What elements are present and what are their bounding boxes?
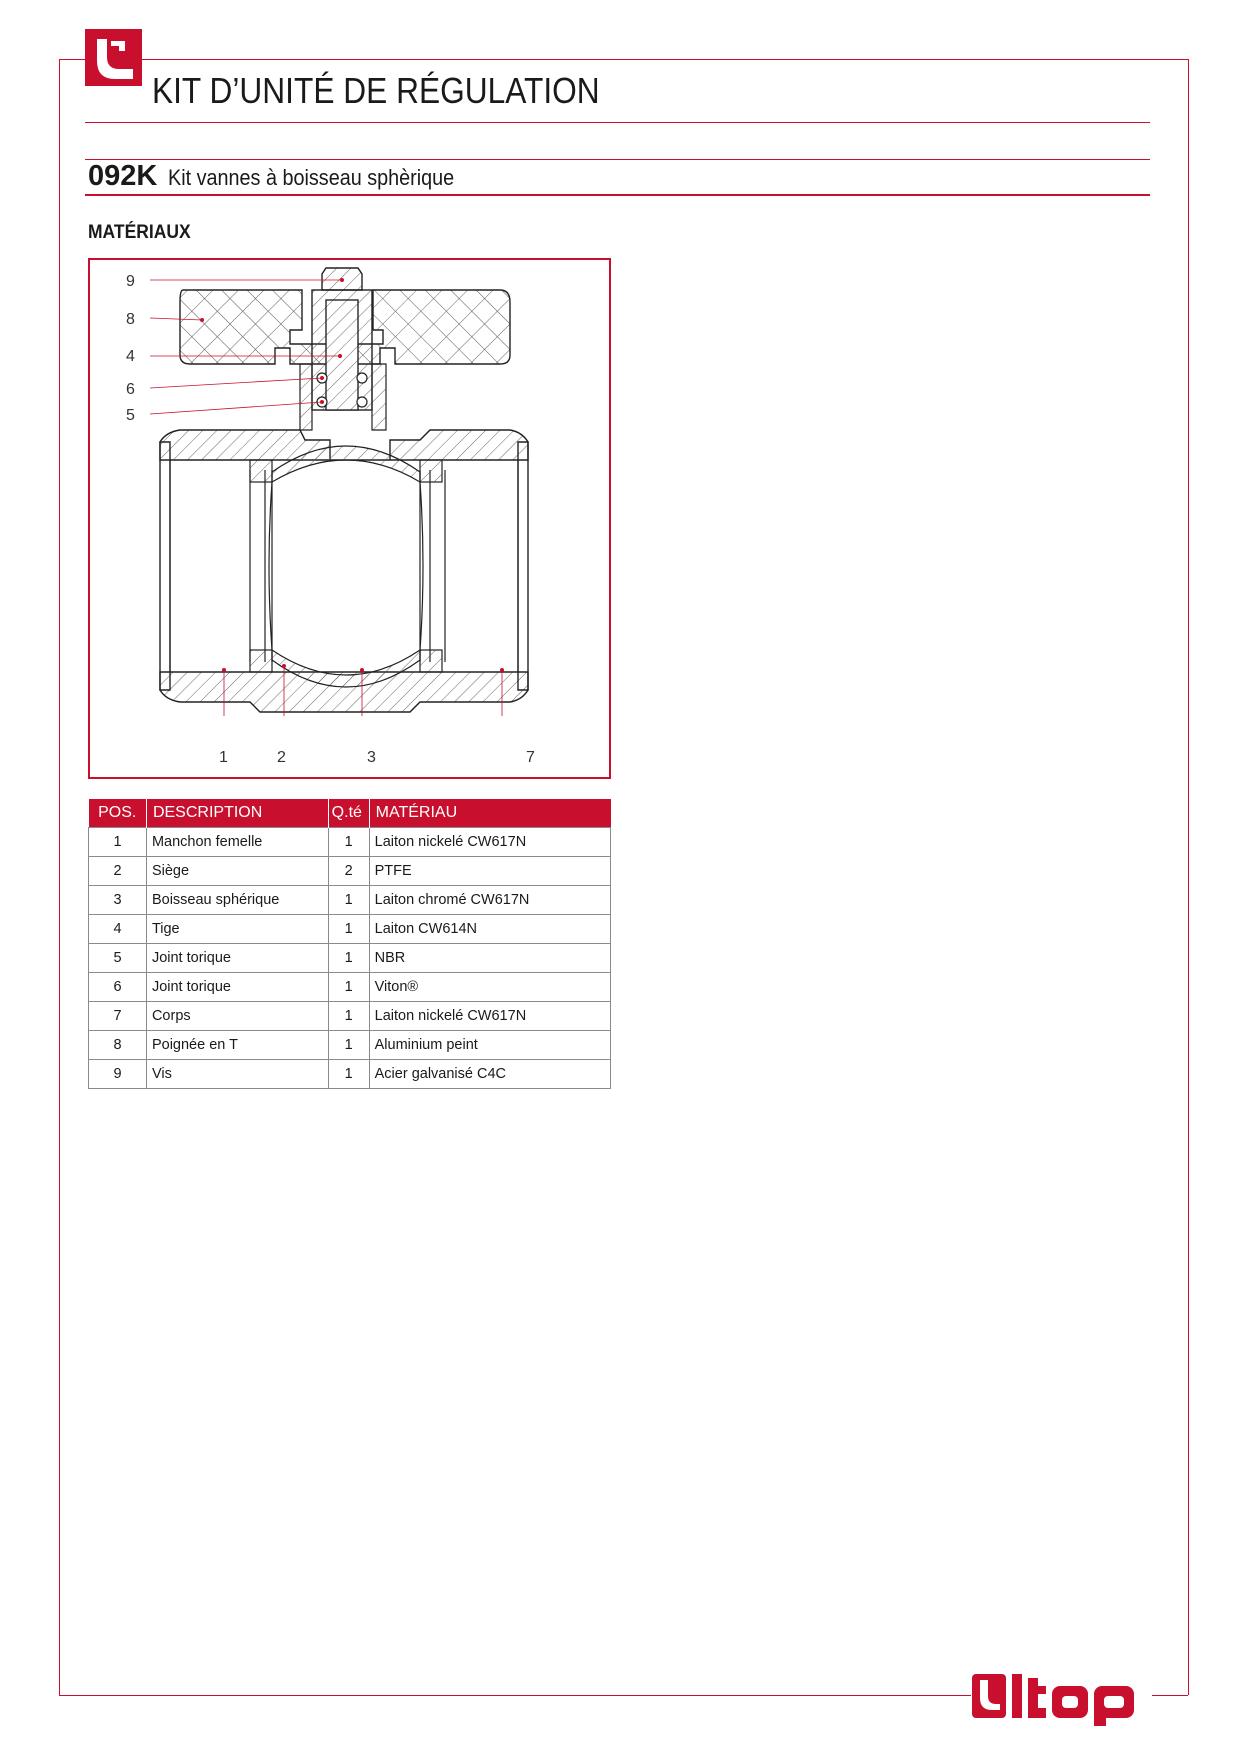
cell-qty: 2 bbox=[328, 857, 369, 886]
cell-material: Laiton nickelé CW617N bbox=[369, 828, 610, 857]
cell-qty: 1 bbox=[328, 828, 369, 857]
cell-material: Viton® bbox=[369, 973, 610, 1002]
materials-table bbox=[88, 799, 611, 1089]
callout-9: 9 bbox=[126, 273, 135, 290]
cell-pos: 1 bbox=[89, 828, 147, 857]
frame-left-line-top bbox=[59, 59, 85, 60]
corner-logo-icon bbox=[85, 29, 142, 86]
cell-qty: 1 bbox=[328, 944, 369, 973]
header-material: MATÉRIAU bbox=[369, 799, 610, 828]
cell-material: Aluminium peint bbox=[369, 1031, 610, 1060]
cell-pos: 7 bbox=[89, 1002, 147, 1031]
table-row bbox=[89, 973, 611, 1002]
valve-drawing bbox=[90, 260, 609, 777]
section-title: MATÉRIAUX bbox=[88, 222, 191, 243]
frame-left-line bbox=[59, 59, 60, 1695]
callout-6: 6 bbox=[126, 381, 135, 398]
cell-qty: 1 bbox=[328, 1002, 369, 1031]
itap-logo bbox=[972, 1668, 1144, 1726]
header-pos: POS. bbox=[89, 799, 147, 828]
product-top-line bbox=[85, 159, 1150, 160]
cell-qty: 1 bbox=[328, 915, 369, 944]
cell-pos: 3 bbox=[89, 886, 147, 915]
product-bottom-line bbox=[85, 194, 1150, 196]
valve-cross-section-figure bbox=[88, 258, 611, 779]
table-row bbox=[89, 915, 611, 944]
cell-pos: 6 bbox=[89, 973, 147, 1002]
cell-qty: 1 bbox=[328, 1031, 369, 1060]
table-row bbox=[89, 944, 611, 973]
table-row bbox=[89, 857, 611, 886]
cell-description: Tige bbox=[146, 915, 328, 944]
frame-bottom-line-right bbox=[1152, 1695, 1188, 1696]
cell-pos: 8 bbox=[89, 1031, 147, 1060]
cell-material: PTFE bbox=[369, 857, 610, 886]
cell-description: Vis bbox=[146, 1060, 328, 1089]
cell-material: Laiton CW614N bbox=[369, 915, 610, 944]
frame-right-line bbox=[1188, 59, 1189, 1695]
header-qty: Q.té bbox=[328, 799, 369, 828]
frame-bottom-line-left bbox=[59, 1695, 971, 1696]
seat-left-top bbox=[250, 460, 272, 482]
table-row bbox=[89, 1031, 611, 1060]
callout-2: 2 bbox=[277, 749, 286, 766]
cell-qty: 1 bbox=[328, 886, 369, 915]
table-header-row bbox=[89, 799, 611, 828]
table-row bbox=[89, 1060, 611, 1089]
product-code: 092K bbox=[88, 160, 158, 192]
cell-pos: 9 bbox=[89, 1060, 147, 1089]
callout-5: 5 bbox=[126, 407, 135, 424]
table-row bbox=[89, 828, 611, 857]
cell-description: Joint torique bbox=[146, 944, 328, 973]
callout-1: 1 bbox=[219, 749, 228, 766]
cell-material: Acier galvanisé C4C bbox=[369, 1060, 610, 1089]
cell-description: Poignée en T bbox=[146, 1031, 328, 1060]
table-row bbox=[89, 1002, 611, 1031]
callout-7: 7 bbox=[526, 749, 535, 766]
cell-description: Corps bbox=[146, 1002, 328, 1031]
cell-pos: 2 bbox=[89, 857, 147, 886]
cell-pos: 5 bbox=[89, 944, 147, 973]
table-row bbox=[89, 886, 611, 915]
cell-qty: 1 bbox=[328, 973, 369, 1002]
header-description: DESCRIPTION bbox=[146, 799, 328, 828]
cell-material: Laiton chromé CW617N bbox=[369, 886, 610, 915]
cell-description: Siège bbox=[146, 857, 328, 886]
cell-description: Joint torique bbox=[146, 973, 328, 1002]
cell-material: NBR bbox=[369, 944, 610, 973]
cell-description: Boisseau sphérique bbox=[146, 886, 328, 915]
seat-right-top bbox=[420, 460, 442, 482]
cell-material: Laiton nickelé CW617N bbox=[369, 1002, 610, 1031]
frame-top-line bbox=[136, 59, 1188, 60]
callout-8: 8 bbox=[126, 311, 135, 328]
product-name: Kit vannes à boisseau sphèrique bbox=[168, 165, 455, 190]
page-title: KIT D’UNITÉ DE RÉGULATION bbox=[152, 70, 600, 111]
cell-qty: 1 bbox=[328, 1060, 369, 1089]
seat-right-bottom bbox=[420, 650, 442, 672]
callout-4: 4 bbox=[126, 348, 135, 365]
cell-description: Manchon femelle bbox=[146, 828, 328, 857]
title-underline bbox=[85, 122, 1150, 123]
seat-left-bottom bbox=[250, 650, 272, 672]
callout-3: 3 bbox=[367, 749, 376, 766]
cell-pos: 4 bbox=[89, 915, 147, 944]
